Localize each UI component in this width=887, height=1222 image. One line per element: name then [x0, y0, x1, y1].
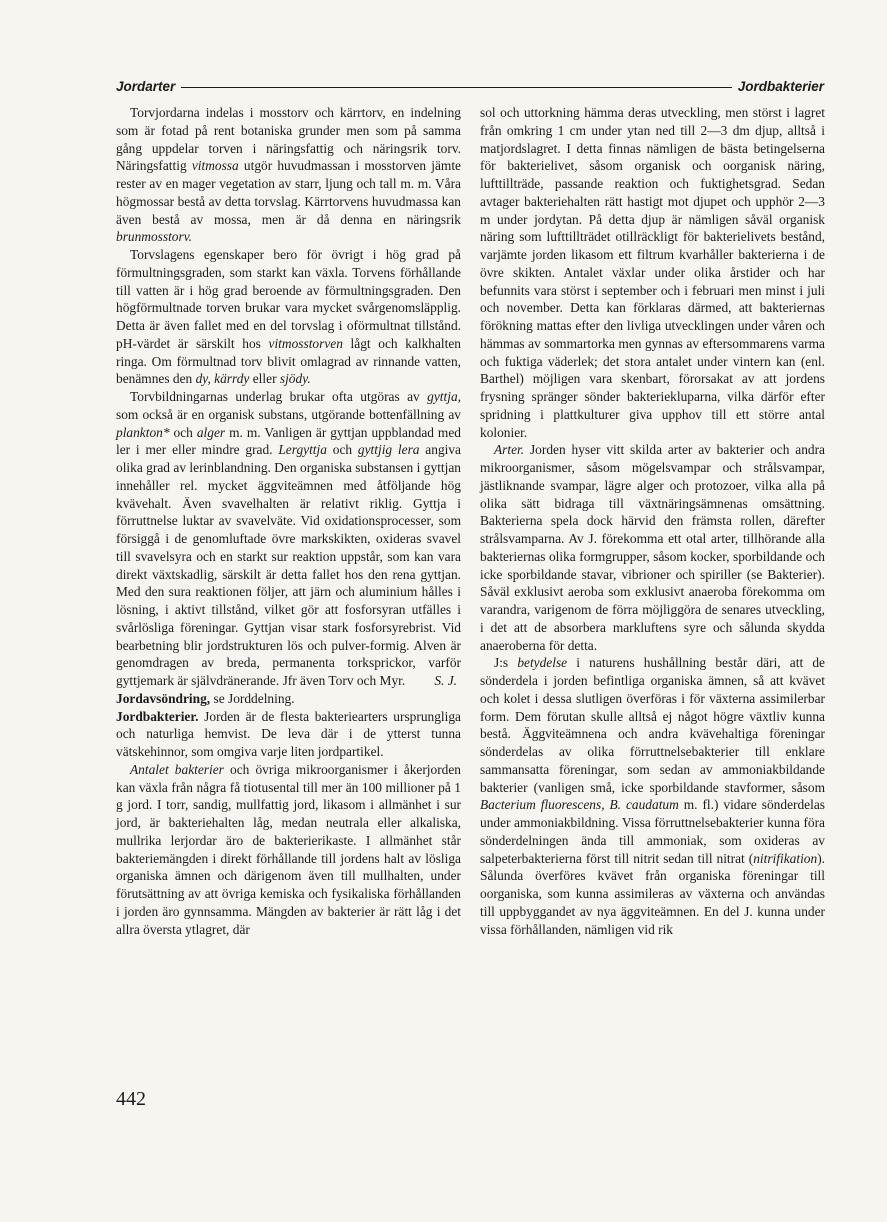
entry-jordavsondring	[116, 690, 461, 708]
italic-term: plankton*	[116, 424, 170, 440]
text-run: m. fl.) vidare sönderdelas under ammoniakbildning. Vissa förruttnelsebakterier kunna föra sönderdelningen ända till ammoniak, som oxideras av salpeterbakterierna först till nitrit sedan till nitrat (	[480, 797, 825, 866]
italic-term: vitmossa	[191, 158, 239, 174]
italic-term: Bacterium fluorescens, B. caudatum	[480, 797, 679, 813]
right-column	[480, 104, 825, 938]
text-run: Torvjordarna indelas i mosstorv och kärrtorv, en indelning som är fotad på rent botaniska grunder men som på samma gång uppdelar torven i näringsfattig och näringsrik torv. Näringsfattig	[116, 105, 461, 174]
entry-headword: Jordavsöndring,	[116, 690, 211, 706]
text-run: Torvslagens egenskaper bero för övrigt i hög grad på förmultningsgraden, som starkt kan växla. Torvens förhållande till vatten är i hög grad beroende av förmultningsgraden. Den högförmultnade torven brukar vara mycket svårgenomsläpplig. Detta är även fallet med en del torvslag i oförmultnat tillstånd. pH-värdet är särskilt hos	[116, 247, 461, 351]
paragraph-torvbildningarnas	[116, 388, 461, 690]
header-left-title: Jordarter	[116, 78, 176, 94]
text-run: m. m. Vanligen är gyttjan uppblandad med ler i mer eller mindre grad.	[116, 424, 461, 458]
italic-term: Antalet bakterier	[130, 761, 224, 777]
italic-term: brunmosstorv.	[116, 229, 193, 245]
italic-term: dy, kärrdy	[195, 371, 250, 387]
cross-reference: se Jorddelning.	[210, 690, 295, 706]
italic-term: gyttja,	[427, 389, 461, 404]
running-header	[116, 76, 824, 96]
text-run: lågt och kalkhalten ringa. Om förmultnad torv blivit omlagrad av rinnande vatten, benämnes den	[116, 335, 461, 387]
italic-term: Lergyttja	[278, 442, 327, 458]
header-rule	[181, 87, 731, 88]
italic-term: betydelse	[517, 655, 568, 671]
paragraph-arter	[480, 441, 825, 654]
author-signature: S. J.	[434, 673, 457, 688]
text-run: och	[169, 424, 197, 440]
text-run: utgör huvudmassan i mosstorven jämte rester av en mager vegetation av starr, ljung och tall m. m. Våra högmossar bestå av detta torvslag. Kärrtorvens huvudmassa kan även bestå av mossa, men är då denna en näringsrik	[116, 158, 461, 227]
italic-term: alger	[196, 424, 226, 440]
entry-headword: Jordbakterier.	[116, 708, 199, 724]
text-run: och övriga mikroorganismer i åkerjorden kan växla från några få tiotusental till mer än 100 millioner på 1 g jord. I torr, sandig, mullfattig jord, likasom i allmänhet i sur jord, är bakteriehalten låg, medan neutrala eller alkaliska, mullrika lerjordar äro de bakterierikaste. I allmänhet står bakteriemängden i direkt förhållande till jordens halt av lösliga organiska ämnen och därigenom även till mullhalten, under förutsättning av att övriga kemiska och fysikaliska förhållanden i jorden äro gynnsamma. Mängden av bakterier är rätt låg i det allra översta ytlagret, där	[116, 761, 462, 937]
page-number: 442	[116, 1088, 146, 1110]
header-right-title: Jordbakterier	[737, 78, 824, 94]
paragraph-torvjordarna	[116, 104, 461, 246]
paragraph-betydelse	[480, 654, 825, 938]
text-run: J:s	[494, 655, 518, 671]
italic-term: vitmosstorven	[268, 335, 343, 351]
paragraph-torvslagens	[116, 246, 461, 388]
text-run: eller	[249, 371, 280, 387]
text-run: Jorden hyser vitt skilda arter av bakterier och andra mikroorganismer, såsom mögelsvampar och strålsvampar, jästliknande svampar, lägre alger och protozoer, vilka alla på olika sätt bidraga till växtnäringsämnenas omsättning. Bakterierna spela dock härvid den främsta rollen, därefter strålsvamparna. Av J. förekomma ett otal arter, tillhörande alla bakteriernas olika formgrupper, såsom kocker, sporbildande och icke sporbildande stavar, vibrioner och spiriller (se Bakterier). Såväl exklusivt aeroba som exklusivt anaeroba förekomma om varandra, varigenom de förra möjliggöra de senares utveckling, i det att de absorbera markluftens syre och sålunda skydda anaeroberna för detta.	[480, 442, 825, 653]
text-run: ). Sålunda överföres kvävet från organiska föreningar till oorganiska, som kunna assimileras av växterna och användas till uppbyggandet av nya äggviteämnen. En del J. kunna under vissa förhållanden, nämligen vid rik	[480, 850, 825, 937]
paragraph-continuation: sol och uttorkning hämma deras utveckling, men störst i lagret från omkring 1 cm under ytan ned till 2—3 dm djup, alltså i matjordslagret. I detta finnas nämligen de bästa betingelserna för bakterielivet, såsom organisk och oorganisk näring, lufttillträde, passande reaktion och fuktighetsgrad. Sedan avtager bakteriehalten rätt hastigt mot djupet och upphör 2—3 m under jordytan. På detta djup är nämligen såväl organisk näring som lufttillträdet otillräckligt för bakterielivets bestånd, varjämte jorden likasom ett filtrum kvarhåller bakterierna i de övre skikten. Antalet växlar under olika årstider och har befunnits vara störst i september och i februari men minst i juli och november. Detta kan förklaras därmed, att bakteriernas förökning mattas efter den livliga utvecklingen under våren och hämmas av sommartorka men gynnas av eftersommarens varma och fuktiga väderlek; det stora antalet under vintern kan (enl. Barthel) möjligen vara skenbart, förorsakat av att jordens frysning spränger sönder bakteriekluparna, vilka därför efter spridning i plattkulturer giva upphov till ett större antal kolonier.	[480, 105, 825, 440]
text-run: Torvbildningarnas underlag brukar ofta utgöras av	[130, 389, 428, 404]
italic-term: nitrifikation	[753, 850, 818, 866]
italic-term: Arter.	[494, 442, 525, 458]
text-run: i naturens hushållning består däri, att de sönderdela i jorden befintliga organiska ämnen, så att kvävet och kolet i dessa slutligen överföras i för växterna assimilerbar form. Dem förutan skulle alltså ej något högre växtliv kunna bestå. Äggviteämnena och andra kvävehaltiga föreningar sönderdelas av olika förruttnelsebakterier till enklare sammansatta föreningar, som sedan av ammoniakbildande bakterier (vanligen små, icke sporbildande stavformer, såsom	[480, 655, 825, 795]
entry-jordbakterier	[116, 708, 461, 761]
italic-term: gyttjig lera	[357, 442, 420, 458]
text-run: Jorden är de flesta bakteriearters ursprungliga och naturliga hemvist. De leva där i de ytterst tunna vätskehinnor, som omgiva varje liten jordpartikel.	[116, 708, 461, 759]
text-run: som också är en organisk substans, utgörande bottenfällning av	[116, 406, 461, 422]
text-run: och	[326, 442, 358, 458]
italic-term: sjödy.	[279, 371, 311, 387]
paragraph-antalet-bakterier	[116, 761, 461, 939]
left-column	[116, 104, 461, 938]
text-run: angiva olika grad av lerinblandning. Den organiska substansen i gyttjan innehåller rel. mycket äggviteämnen med åtföljande hög kvävehalt. Även svavelhalten är relativt riklig. Gyttja i förruttnelse luktar av svavelväte. Vid oxidationsprocesser, som försiggå i de genomluftade övre markskikten, oxideras svavel till svavelsyra och en starkt sur reaktion uppstår, som kan vara direkt växtskadlig, särskilt är detta fallet hos den rena gyttjan. Med den sura reaktionen följer, att järn och aluminium hålles i lösning, i aktivt tillstånd, vilket gör att fosforsyran utfälles i svårlösliga föreningar. Gyttjan visar stark fosforsyrebrist. Vid bearbetning blir jordstrukturen lös och pulver-formig. Alven är genomdragen av breda, permanenta torksprickor, varför gyttjemark är självdränerande. Jfr även Torv och Myr.	[116, 442, 461, 688]
